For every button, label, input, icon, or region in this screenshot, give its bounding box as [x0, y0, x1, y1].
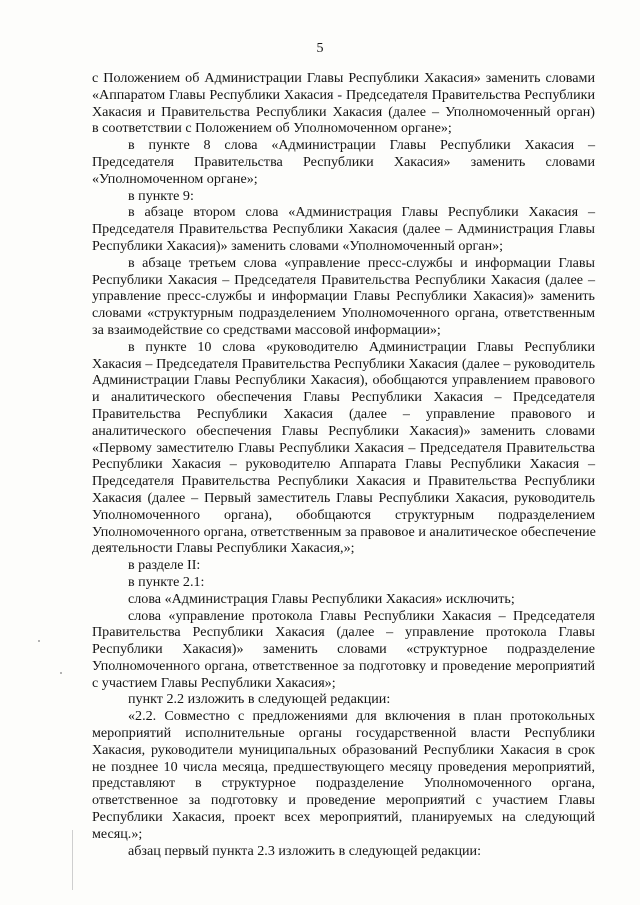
document-body [92, 70, 595, 859]
text-line: Республики Хакасия, проект всех мероприятий, планируемых на следующий [92, 809, 595, 826]
text-line: слова «управление протокола Главы Республики Хакасия – Председателя [128, 607, 595, 624]
paragraph-p1 [92, 70, 595, 137]
text-line: Хакасия и Правительства Республики Хакасия (далее – Уполномоченный орган) [92, 103, 595, 120]
text-line: деятельности Главы Республики Хакасия,»; [92, 540, 355, 557]
text-line: месяц.»; [92, 825, 143, 842]
text-line: не позднее 10 числа месяца, предшествующего месяцу проведения мероприятий, [92, 758, 595, 775]
text-line: Правительства Республики Хакасия (далее – управление протокола Главы [92, 624, 595, 641]
text-line: и аналитического обеспечения Главы Республики Хакасия – Председателя [92, 389, 595, 406]
paragraph-p9 [92, 591, 595, 608]
text-line: Председателя Правительства Республики Хакасия (далее – Администрация Главы [92, 221, 595, 238]
text-line: за взаимодействие со средствами массовой информации»; [92, 321, 441, 338]
text-line: с участием Главы Республики Хакасия»; [92, 674, 336, 691]
text-line: в пункте 9: [128, 187, 194, 204]
paragraph-p13 [92, 843, 595, 860]
text-line: слова «Администрация Главы Республики Хакасия» исключить; [128, 590, 515, 607]
page-number: 5 [316, 41, 324, 56]
text-line: словами «структурным подразделением Уполномоченного органа, ответственным [92, 305, 595, 322]
paragraph-p8 [92, 574, 595, 591]
paragraph-p3 [92, 188, 595, 205]
text-line: Председателя Правительства Республики Хакасия» заменить словами [92, 153, 595, 170]
text-line: Республики Хакасия – руководителю Аппарата Главы Республики Хакасия – [92, 456, 595, 473]
paragraph-p11 [92, 691, 595, 708]
text-line: Хакасия – Председателя Правительства Республики Хакасия (далее – руководитель [92, 355, 595, 372]
text-line: Республики Хакасия – Председателя Правительства Республики Хакасия (далее – [92, 271, 595, 288]
text-line: «Первому заместителю Главы Республики Хакасия – Председателя Правительства [92, 439, 595, 456]
paragraph-p6 [92, 339, 595, 557]
paragraph-p7 [92, 557, 595, 574]
text-line: «2.2. Совместно с предложениями для включения в план протокольных [128, 708, 595, 725]
paragraph-p10 [92, 608, 595, 692]
text-line: в соответствии с Положением об Уполномоченном органе»; [92, 120, 452, 137]
text-line: управление пресс-службы и информации Главы Республики Хакасия)» заменить [92, 288, 595, 305]
paragraph-p12 [92, 708, 595, 842]
text-line: в разделе II: [128, 557, 201, 574]
paragraph-p5 [92, 255, 595, 339]
text-line: представляют в структурное подразделение Уполномоченного органа, [92, 775, 595, 792]
text-line: в абзаце втором слова «Администрация Главы Республики Хакасия – [128, 204, 595, 221]
text-line: Председателя Правительства Республики Хакасия и Правительства Республики [92, 473, 595, 490]
scan-speck [60, 672, 62, 674]
text-line: Республики Хакасия)» заменить словами «структурное подразделение [92, 641, 595, 658]
text-line: мероприятий исполнительные органы государственной власти Республики [92, 725, 595, 742]
text-line: «Уполномоченном органе»; [92, 170, 258, 187]
text-line: в пункте 10 слова «руководителю Администрации Главы Республики [128, 338, 595, 355]
text-line: пункт 2.2 изложить в следующей редакции: [128, 691, 391, 708]
text-line: в пункте 2.1: [128, 573, 205, 590]
paragraph-p4 [92, 204, 595, 254]
text-line: Уполномоченного органа, ответственным за правовое и аналитическое обеспечение [92, 523, 596, 540]
text-line: Хакасия, руководители муниципальных образований Республики Хакасия в срок [92, 741, 595, 758]
scan-speck [38, 640, 40, 642]
text-line: «Аппаратом Главы Республики Хакасия - Председателя Правительства Республики [92, 86, 595, 103]
text-line: Правительства Республики Хакасия (далее – управление правового и [92, 405, 595, 422]
text-line: в пункте 8 слова «Администрации Главы Республики Хакасия – [128, 137, 595, 154]
text-line: Администрации Главы Республики Хакасия), обобщаются управлением правового [92, 372, 595, 389]
text-line: абзац первый пункта 2.3 изложить в следующей редакции: [128, 842, 482, 859]
text-line: в абзаце третьем слова «управление пресс-службы и информации Главы [128, 254, 595, 271]
text-line: аналитического обеспечения Главы Республики Хакасия)» заменить словами [92, 422, 595, 439]
scan-edge-line [72, 830, 73, 890]
text-line: ответственное за подготовку и проведение мероприятий с участием Главы [92, 792, 595, 809]
text-line: Республики Хакасия)» заменить словами «Уполномоченный орган»; [92, 237, 504, 254]
paragraph-p2 [92, 137, 595, 187]
text-line: Уполномоченного органа), обобщаются структурным подразделением [92, 506, 595, 523]
text-line: Хакасия (далее – Первый заместитель Главы Республики Хакасия, руководитель [92, 489, 595, 506]
text-line: Уполномоченного органа, ответственное за подготовку и проведение мероприятий [92, 657, 595, 674]
text-line: с Положением об Администрации Главы Республики Хакасия» заменить словами [92, 70, 595, 86]
